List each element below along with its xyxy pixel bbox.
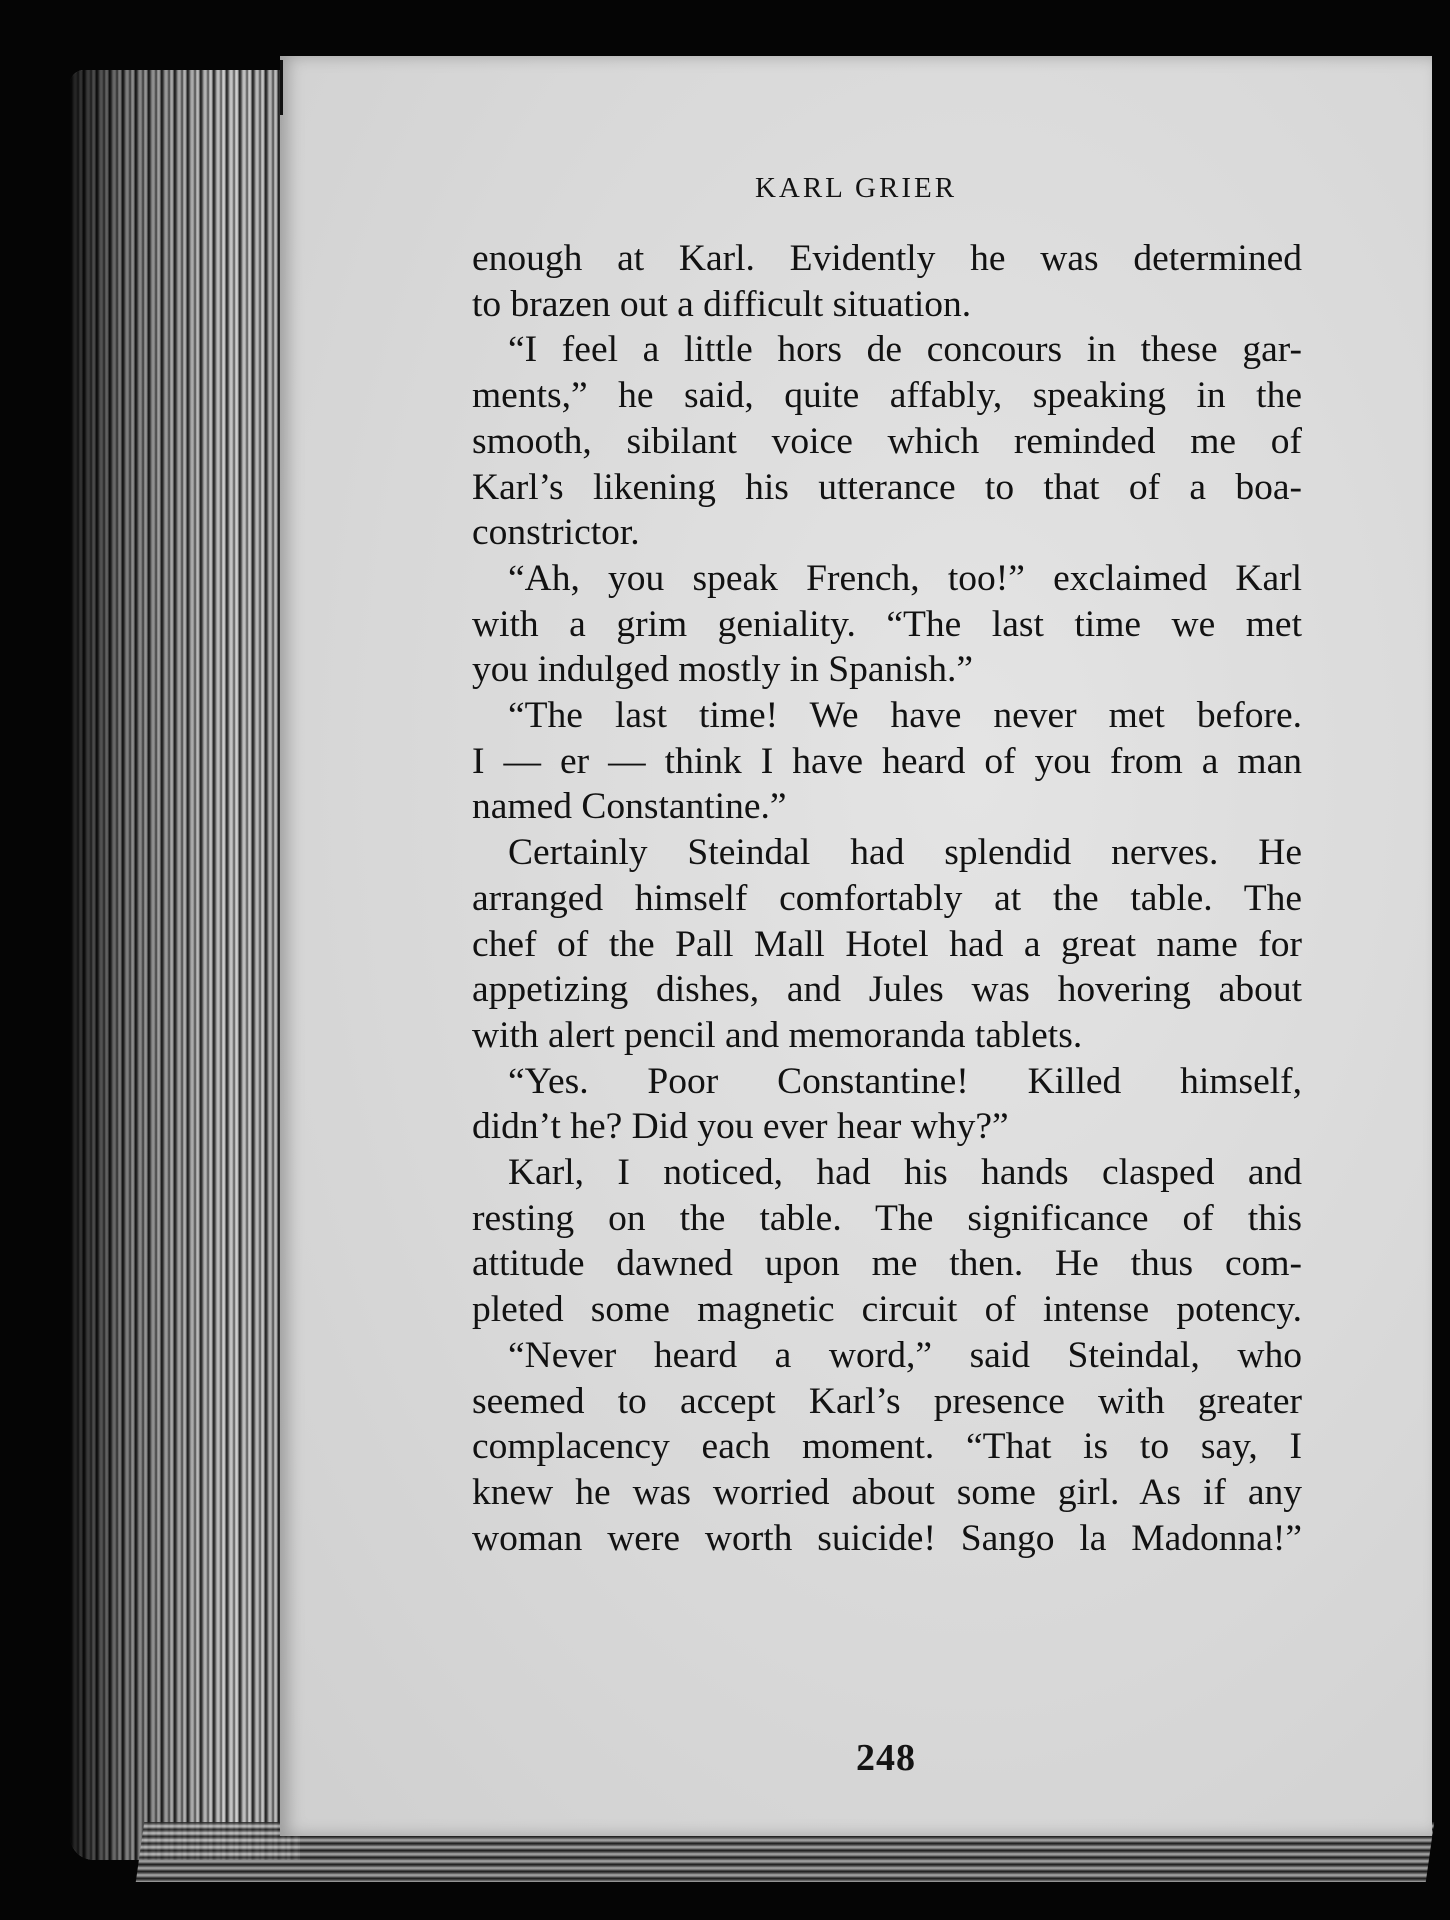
text-line: Certainly Steindal had splendid nerves. He: [508, 832, 1302, 874]
body-text: [472, 236, 1302, 1561]
text-line: named Constantine.”: [472, 786, 787, 828]
text-line: woman were worth suicide! Sango la Madonna!”: [472, 1517, 1302, 1559]
text-line: chef of the Pall Mall Hotel had a great name for: [472, 923, 1302, 965]
text-line: with alert pencil and memoranda tablets.: [472, 1014, 1083, 1056]
text-line: resting on the table. The significance of this: [472, 1197, 1302, 1239]
text-line: Karl’s likening his utterance to that of a boa-: [472, 466, 1302, 508]
text-line: “The last time! We have never met before.: [508, 695, 1302, 737]
text-line: smooth, sibilant voice which reminded me of: [472, 420, 1302, 462]
book-page-edges-shadow: [70, 70, 300, 1860]
text-line: appetizing dishes, and Jules was hovering about: [472, 969, 1302, 1011]
text-line: Karl, I noticed, had his hands clasped and: [508, 1152, 1302, 1194]
page-number: 248: [856, 1737, 916, 1779]
text-line: enough at Karl. Evidently he was determined: [472, 238, 1302, 279]
text-line: seemed to accept Karl’s presence with greater: [472, 1380, 1302, 1422]
text-line: you indulged mostly in Spanish.”: [472, 649, 974, 691]
text-line: to brazen out a difficult situation.: [472, 283, 972, 325]
text-line: ments,” he said, quite affably, speaking in the: [472, 375, 1302, 417]
running-head: KARL GRIER: [754, 172, 958, 204]
text-line: with a grim geniality. “The last time we met: [472, 603, 1302, 645]
text-line: didn’t he? Did you ever hear why?”: [472, 1106, 1009, 1148]
gutter-mark: [280, 60, 283, 115]
text-line: attitude dawned upon me then. He thus com-: [472, 1243, 1302, 1285]
text-line: “Never heard a word,” said Steindal, who: [508, 1334, 1302, 1376]
text-line: “I feel a little hors de concours in these gar-: [508, 329, 1302, 371]
text-line: complacency each moment. “That is to say, I: [472, 1426, 1302, 1468]
text-line: “Yes. Poor Constantine! Killed himself,: [508, 1060, 1302, 1102]
text-line: constrictor.: [472, 512, 640, 554]
text-line: I — er — think I have heard of you from a man: [472, 740, 1302, 782]
text-line: arranged himself comfortably at the table. The: [472, 877, 1302, 919]
text-line: “Ah, you speak French, too!” exclaimed Karl: [508, 557, 1302, 599]
text-line: knew he was worried about some girl. As if any: [472, 1471, 1302, 1513]
text-line: pleted some magnetic circuit of intense potency.: [472, 1289, 1302, 1331]
